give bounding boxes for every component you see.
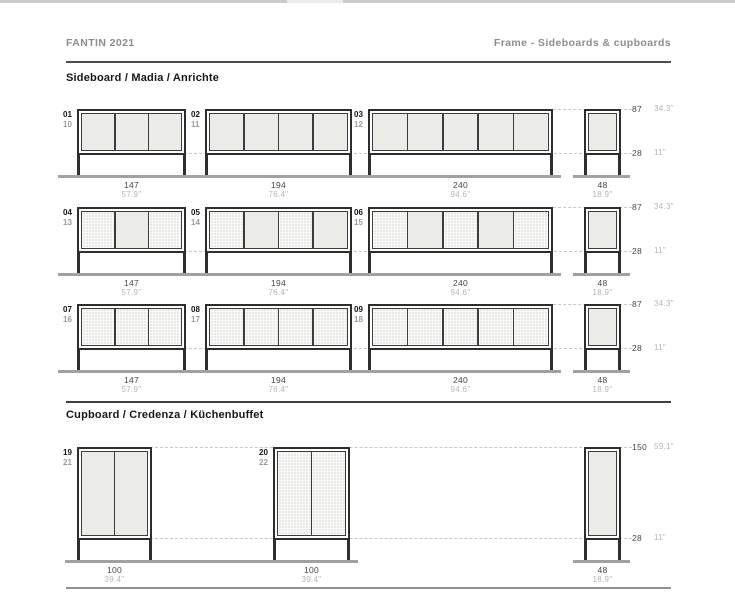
floor-line-side — [573, 175, 630, 178]
top-chrome-highlight — [287, 0, 343, 3]
height-dim-cm: 150 — [632, 442, 648, 452]
height-dim-cm: 87 — [632, 202, 643, 212]
plain-door-panel — [82, 452, 114, 535]
section-title-sideboard: Sideboard / Madia / Anrichte — [66, 72, 220, 84]
plain-door-panel — [479, 114, 513, 150]
right-leg — [550, 349, 553, 370]
cabinet-drawing-02 — [205, 109, 352, 175]
base-height-dim-cm: 28 — [632, 343, 643, 353]
item-alt-code: 16 — [63, 314, 72, 324]
perforated-door-panel — [245, 309, 278, 345]
cabinet-box — [205, 109, 352, 155]
width-dimension-side-r1 — [568, 278, 638, 298]
door-panel-group — [588, 211, 617, 249]
height-dim-cm: 87 — [632, 104, 643, 114]
width-dim-inches: 18.9" — [592, 575, 613, 584]
perforated-door-panel — [479, 309, 513, 345]
plain-door-panel — [589, 114, 616, 150]
cabinet-drawing-04 — [77, 207, 186, 273]
item-code: 20 — [259, 448, 268, 457]
floor-line-main — [58, 273, 561, 276]
width-dim-inches: 76.4" — [268, 385, 289, 394]
cabinet-box — [584, 109, 621, 155]
width-dim-inches: 18.9" — [592, 190, 613, 199]
floor-line-main — [58, 370, 561, 373]
left-leg — [205, 154, 208, 175]
item-alt-code: 15 — [354, 217, 363, 227]
door-panel-group — [372, 113, 549, 151]
door-panel-group — [372, 211, 549, 249]
left-leg — [584, 252, 587, 273]
cabinet-drawing-09 — [368, 304, 553, 370]
perforated-door-panel — [82, 212, 114, 248]
plain-door-panel — [479, 212, 513, 248]
width-dimension-02 — [244, 180, 314, 200]
item-code-label-01 — [63, 110, 77, 129]
plain-door-panel — [589, 452, 616, 535]
perforated-door-panel — [149, 212, 181, 248]
plain-door-panel — [408, 212, 442, 248]
width-dim-cm: 194 — [270, 278, 287, 288]
left-leg — [584, 154, 587, 175]
right-leg — [618, 154, 621, 175]
door-panel-group — [588, 308, 617, 346]
cabinet-box — [77, 109, 186, 155]
item-code-label-06 — [354, 208, 368, 227]
right-leg — [618, 539, 621, 560]
perforated-door-panel — [373, 309, 407, 345]
cabinet-box — [584, 447, 621, 540]
plain-door-panel — [589, 212, 616, 248]
item-alt-code: 11 — [191, 119, 200, 129]
width-dimension-06 — [426, 278, 496, 298]
width-dim-cm: 194 — [270, 375, 287, 385]
perforated-door-panel — [210, 309, 243, 345]
plain-door-panel — [116, 212, 148, 248]
door-panel-group — [277, 451, 346, 536]
door-panel-group — [588, 113, 617, 151]
door-panel-group — [372, 308, 549, 346]
width-dim-inches: 57.9" — [121, 385, 142, 394]
width-dim-inches: 94.6" — [450, 288, 471, 297]
perforated-door-panel — [279, 309, 312, 345]
perforated-door-panel — [314, 309, 347, 345]
plain-door-panel — [279, 114, 312, 150]
cabinet-box — [77, 304, 186, 350]
cabinet-box — [77, 207, 186, 253]
plain-door-panel — [245, 212, 278, 248]
base-height-dim-cm: 28 — [632, 246, 643, 256]
guide-line-top — [150, 447, 632, 448]
top-chrome-bar — [0, 0, 735, 3]
item-code-label-07 — [63, 305, 77, 324]
height-dim-inches: 34.3" — [654, 202, 674, 211]
right-leg — [183, 349, 186, 370]
left-leg — [368, 252, 371, 273]
base-height-dim-inches: 11" — [654, 148, 667, 157]
door-panel-group — [209, 211, 348, 249]
width-dim-cm: 48 — [597, 180, 608, 190]
cabinet-drawing-05 — [205, 207, 352, 273]
width-dimension-side-r3 — [568, 565, 638, 585]
left-leg — [584, 349, 587, 370]
width-dimension-04 — [97, 278, 167, 298]
left-leg — [205, 349, 208, 370]
cabinet-box — [368, 207, 553, 253]
item-code-label-02 — [191, 110, 205, 129]
item-code-label-05 — [191, 208, 205, 227]
item-code: 01 — [63, 110, 72, 119]
door-panel-group — [209, 113, 348, 151]
height-dim-inches: 59.1" — [654, 442, 674, 451]
item-alt-code: 17 — [191, 314, 200, 324]
right-leg — [349, 154, 352, 175]
width-dimension-19 — [80, 565, 150, 585]
perforated-door-panel — [444, 309, 478, 345]
section-title-cupboard: Cupboard / Credenza / Küchenbuffet — [66, 409, 264, 421]
perforated-door-panel — [408, 309, 442, 345]
plain-door-panel — [149, 114, 181, 150]
perforated-door-panel — [278, 452, 311, 535]
item-code: 04 — [63, 208, 72, 217]
item-code-label-20 — [259, 448, 273, 467]
right-leg — [349, 349, 352, 370]
item-alt-code: 13 — [63, 217, 72, 227]
width-dim-cm: 48 — [597, 278, 608, 288]
width-dim-cm: 240 — [452, 278, 469, 288]
item-code-label-19 — [63, 448, 77, 467]
perforated-door-panel — [82, 309, 114, 345]
width-dim-cm: 240 — [452, 375, 469, 385]
plain-door-panel — [245, 114, 278, 150]
door-panel-group — [81, 211, 182, 249]
item-code: 19 — [63, 448, 72, 457]
door-panel-group — [209, 308, 348, 346]
cabinet-drawing-19 — [77, 447, 152, 560]
item-alt-code: 22 — [259, 457, 268, 467]
base-height-dim-inches: 11" — [654, 533, 667, 542]
cabinet-box — [584, 207, 621, 253]
item-code: 06 — [354, 208, 363, 217]
width-dimension-05 — [244, 278, 314, 298]
cabinet-box — [584, 304, 621, 350]
cabinet-box — [205, 304, 352, 350]
cabinet-drawing-side-view-r1 — [584, 207, 621, 273]
left-leg — [77, 252, 80, 273]
width-dim-cm: 48 — [597, 565, 608, 575]
width-dimension-08 — [244, 375, 314, 395]
right-leg — [550, 154, 553, 175]
cabinet-drawing-06 — [368, 207, 553, 273]
floor-line-main — [65, 560, 358, 563]
left-leg — [273, 539, 276, 560]
item-alt-code: 10 — [63, 119, 72, 129]
perforated-door-panel — [210, 212, 243, 248]
plain-door-panel — [373, 114, 407, 150]
width-dimension-03 — [426, 180, 496, 200]
width-dim-inches: 76.4" — [268, 288, 289, 297]
floor-line-side — [573, 370, 630, 373]
width-dim-inches: 39.4" — [104, 575, 125, 584]
width-dimension-07 — [97, 375, 167, 395]
item-code-label-09 — [354, 305, 368, 324]
plain-door-panel — [82, 114, 114, 150]
width-dim-inches: 57.9" — [121, 190, 142, 199]
right-leg — [183, 154, 186, 175]
right-leg — [347, 539, 350, 560]
left-leg — [77, 349, 80, 370]
plain-door-panel — [314, 212, 347, 248]
plain-door-panel — [408, 114, 442, 150]
floor-line-main — [58, 175, 561, 178]
brand-title: FANTIN 2021 — [66, 37, 135, 49]
item-alt-code: 12 — [354, 119, 363, 129]
left-leg — [584, 539, 587, 560]
cabinet-drawing-07 — [77, 304, 186, 370]
item-alt-code: 21 — [63, 457, 72, 467]
height-dim-inches: 34.3" — [654, 299, 674, 308]
base-height-dim-cm: 28 — [632, 533, 643, 543]
right-leg — [618, 349, 621, 370]
width-dim-inches: 18.9" — [592, 288, 613, 297]
width-dim-cm: 194 — [270, 180, 287, 190]
width-dim-inches: 94.6" — [450, 190, 471, 199]
perforated-door-panel — [279, 212, 312, 248]
guide-line-shelf — [150, 538, 632, 539]
width-dimension-01 — [97, 180, 167, 200]
height-dim-cm: 87 — [632, 299, 643, 309]
item-code: 03 — [354, 110, 363, 119]
cabinet-drawing-08 — [205, 304, 352, 370]
item-alt-code: 18 — [354, 314, 363, 324]
base-height-dim-inches: 11" — [654, 343, 667, 352]
plain-door-panel — [589, 309, 616, 345]
perforated-door-panel — [312, 452, 345, 535]
right-leg — [550, 252, 553, 273]
right-leg — [183, 252, 186, 273]
cabinet-box — [368, 109, 553, 155]
plain-door-panel — [115, 452, 147, 535]
width-dim-cm: 100 — [303, 565, 320, 575]
width-dim-cm: 147 — [123, 375, 140, 385]
width-dim-cm: 48 — [597, 375, 608, 385]
plain-door-panel — [514, 114, 548, 150]
plain-door-panel — [116, 114, 148, 150]
section-divider-rule — [66, 401, 671, 403]
cabinet-drawing-side-view-r0 — [584, 109, 621, 175]
cabinet-drawing-01 — [77, 109, 186, 175]
right-leg — [618, 252, 621, 273]
cabinet-drawing-side-view-r3 — [584, 447, 621, 560]
item-code-label-04 — [63, 208, 77, 227]
base-height-dim-inches: 11" — [654, 246, 667, 255]
width-dim-inches: 57.9" — [121, 288, 142, 297]
door-panel-group — [81, 451, 148, 536]
perforated-door-panel — [444, 212, 478, 248]
width-dim-inches: 94.6" — [450, 385, 471, 394]
width-dimension-20 — [277, 565, 347, 585]
floor-line-side — [573, 560, 630, 563]
perforated-door-panel — [514, 212, 548, 248]
perforated-door-panel — [514, 309, 548, 345]
item-code: 08 — [191, 305, 200, 314]
item-code: 07 — [63, 305, 72, 314]
width-dimension-side-r2 — [568, 375, 638, 395]
item-code: 05 — [191, 208, 200, 217]
width-dimension-side-r0 — [568, 180, 638, 200]
left-leg — [368, 349, 371, 370]
right-leg — [349, 252, 352, 273]
width-dim-inches: 76.4" — [268, 190, 289, 199]
width-dim-inches: 39.4" — [301, 575, 322, 584]
width-dim-inches: 18.9" — [592, 385, 613, 394]
cabinet-box — [368, 304, 553, 350]
width-dim-cm: 147 — [123, 278, 140, 288]
cabinet-box — [273, 447, 350, 540]
perforated-door-panel — [149, 309, 181, 345]
plain-door-panel — [210, 114, 243, 150]
width-dim-cm: 147 — [123, 180, 140, 190]
item-code-label-08 — [191, 305, 205, 324]
cabinet-drawing-03 — [368, 109, 553, 175]
cabinet-drawing-20 — [273, 447, 350, 560]
perforated-door-panel — [373, 212, 407, 248]
collection-title: Frame - Sideboards & cupboards — [493, 37, 671, 49]
left-leg — [77, 539, 80, 560]
door-panel-group — [81, 113, 182, 151]
width-dim-cm: 100 — [106, 565, 123, 575]
footer-rule — [66, 587, 671, 589]
cabinet-box — [77, 447, 152, 540]
header-rule — [66, 61, 671, 63]
height-dim-inches: 34.3" — [654, 104, 674, 113]
width-dim-cm: 240 — [452, 180, 469, 190]
base-height-dim-cm: 28 — [632, 148, 643, 158]
width-dimension-09 — [426, 375, 496, 395]
left-leg — [77, 154, 80, 175]
cabinet-drawing-side-view-r2 — [584, 304, 621, 370]
perforated-door-panel — [116, 309, 148, 345]
left-leg — [205, 252, 208, 273]
right-leg — [149, 539, 152, 560]
door-panel-group — [588, 451, 617, 536]
item-code-label-03 — [354, 110, 368, 129]
left-leg — [368, 154, 371, 175]
item-alt-code: 14 — [191, 217, 200, 227]
door-panel-group — [81, 308, 182, 346]
plain-door-panel — [314, 114, 347, 150]
item-code: 09 — [354, 305, 363, 314]
plain-door-panel — [444, 114, 478, 150]
cabinet-box — [205, 207, 352, 253]
item-code: 02 — [191, 110, 200, 119]
floor-line-side — [573, 273, 630, 276]
